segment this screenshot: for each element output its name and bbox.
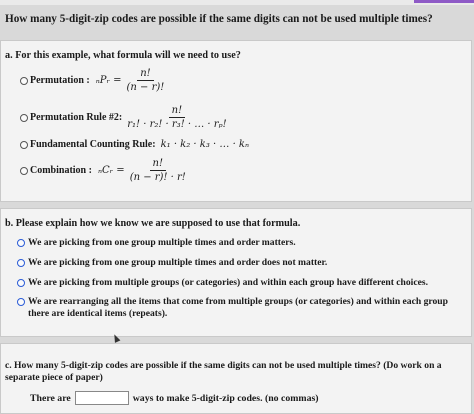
radio-combination[interactable]	[20, 167, 28, 175]
option-b-one-group-order-matters[interactable]	[17, 237, 462, 249]
radio-b-1[interactable]	[17, 239, 25, 247]
option-combination-label: Combination :	[30, 165, 92, 176]
radio-b-2[interactable]	[17, 259, 25, 267]
answer-prefix: There are	[30, 392, 71, 404]
part-b-title: b. Please explain how we know we are supposed to use that formula.	[5, 218, 301, 229]
question-title: How many 5-digit-zip codes are possible if the same digits can not be used multiple times?	[5, 13, 433, 25]
radio-permutation-rule-2[interactable]	[20, 114, 28, 122]
radio-b-3[interactable]	[17, 279, 25, 287]
combination-numerator: n!	[150, 158, 166, 171]
top-bar	[0, 0, 474, 5]
option-b-1-label: We are picking from one group multiple times and order matters.	[28, 237, 296, 248]
radio-b-4[interactable]	[17, 298, 25, 306]
permutation-rule-2-denominator: r₁! · r₂! · r₃! · … · rₚ!	[127, 119, 227, 130]
option-b-one-group-order-not-matter[interactable]	[17, 257, 462, 269]
permutation-denominator: (n − r)!	[126, 82, 165, 93]
option-b-rearranging[interactable]	[17, 296, 465, 319]
combination-lhs: ₙCᵣ =	[97, 165, 125, 176]
option-b-2-label: We are picking from one group multiple times and order does not matter.	[28, 257, 328, 268]
permutation-lhs: ₙPᵣ =	[95, 75, 122, 86]
option-permutation-label: Permutation :	[30, 75, 90, 86]
combination-denominator: (n − r)! · r!	[129, 172, 186, 183]
option-b-multiple-groups[interactable]	[17, 277, 462, 289]
combination-fraction	[127, 158, 189, 183]
top-accent-strip	[414, 0, 474, 3]
option-permutation[interactable]	[20, 68, 169, 93]
radio-permutation[interactable]	[20, 77, 28, 85]
answer-row	[30, 391, 319, 405]
permutation-numerator: n!	[137, 68, 153, 81]
part-c-title: c. How many 5-digit-zip codes are possible if the same digits can not be used multiple times? (Do work on a separate piece of paper)	[5, 360, 442, 383]
permutation-rule-2-numerator: n!	[169, 105, 185, 118]
part-a-title: a. For this example, what formula will we need to use?	[5, 50, 241, 61]
option-combination[interactable]	[20, 158, 191, 183]
answer-suffix: ways to make 5-digit-zip codes. (no commas)	[132, 392, 319, 404]
option-b-4-label: We are rearranging all the items that come from multiple groups (or categories) and within each group there are identical items (repeats).	[28, 296, 448, 319]
zip-code-count-input[interactable]	[75, 391, 129, 405]
option-permutation-rule-2[interactable]	[20, 105, 232, 130]
option-b-3-label: We are picking from multiple groups (or categories) and within each group have different choices.	[28, 277, 428, 288]
counting-rule-expression: k₁ · k₂ · k₃ · … · kₙ	[160, 139, 250, 150]
permutation-rule-2-fraction	[124, 105, 229, 130]
option-fundamental-counting-rule[interactable]	[20, 139, 249, 150]
radio-fundamental-counting-rule[interactable]	[20, 141, 28, 149]
permutation-fraction	[124, 68, 168, 93]
option-fundamental-counting-rule-label: Fundamental Counting Rule:	[30, 139, 156, 150]
option-permutation-rule-2-label: Permutation Rule #2:	[30, 112, 123, 123]
